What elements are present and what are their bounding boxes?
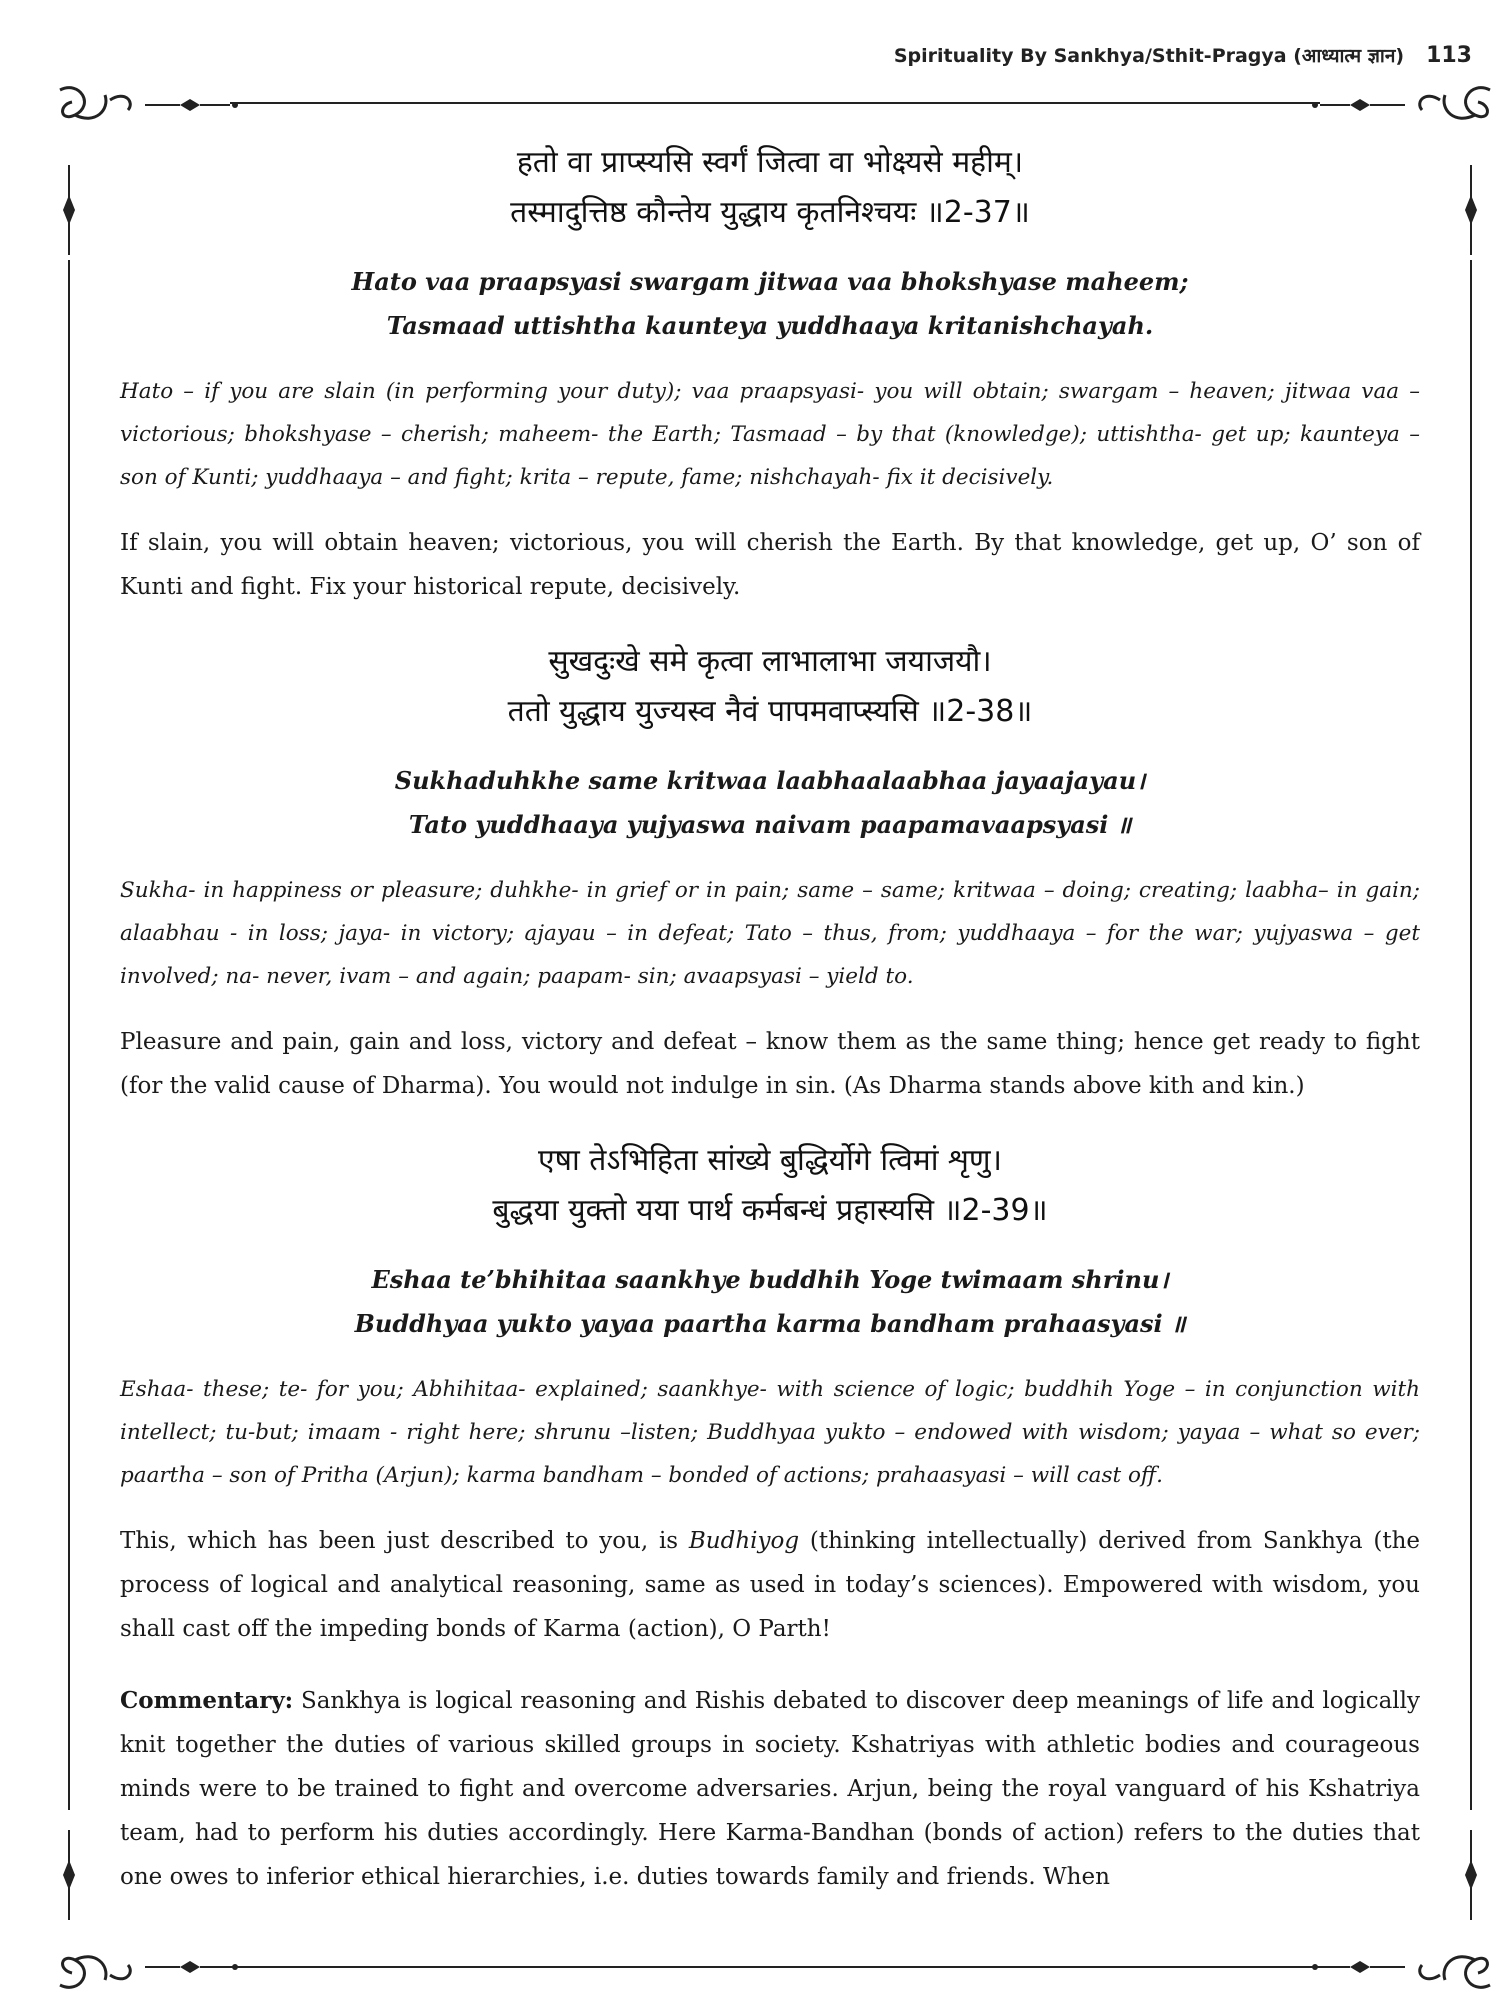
sanskrit-verse-line: एषा तेऽभिहिता सांख्ये बुद्धिर्योगे त्विमां शृणु। <box>538 1143 1002 1178</box>
frame-top-rule <box>230 102 1320 104</box>
translation-text: (thinking intellectually) derived from Sankhya (the process of logical and analytical reasoning, same as used in today’s sciences). Empowered with wisdom, you shall cast off the impeding bonds of Karma (action), O Parth! <box>120 1528 1421 1642</box>
translation-emphasis: Budhiyog <box>688 1528 800 1554</box>
commentary <box>120 1679 1420 1899</box>
side-ornament-icon <box>58 1830 80 1920</box>
word-meaning: Hato – if you are slain (in performing your duty); vaa praapsyasi- you will obtain; swargam – heaven; jitwaa vaa – victorious; bhokshyase – cherish; maheem- the Earth; Tasmaad – by that (knowledge); uttishtha- get up; kaunteya – son of Kunti; yuddhaaya – and fight; krita – repute, fame; nishchayah- fix it decisively. <box>120 379 1420 490</box>
translation <box>120 1519 1420 1651</box>
header-title: Spirituality By Sankhya/Sthit-Pragya (आध्यात्म ज्ञान) <box>893 45 1405 67</box>
verse-block-2-38 <box>120 637 1420 1108</box>
transliteration-line: Tasmaad uttishtha kaunteya yuddhaaya kritanishchayah. <box>386 311 1154 340</box>
transliteration-line: Buddhyaa yukto yayaa paartha karma bandham prahaasyasi ॥ <box>354 1309 1186 1338</box>
sanskrit-verse-line: हतो वा प्राप्स्यसि स्वर्गं जित्वा वा भोक्ष्यसे महीम्। <box>516 145 1024 180</box>
sanskrit-verse-line: सुखदुःखे समे कृत्वा लाभालाभा जयाजयौ। <box>548 644 992 679</box>
translation-text: This, which has been just described to you, is <box>120 1528 689 1554</box>
commentary-label: Commentary: <box>120 1687 294 1714</box>
frame-left-rule <box>68 260 70 1810</box>
word-meaning: Eshaa- these; te- for you; Abhihitaa- explained; saankhye- with science of logic; buddhih Yoge – in conjunction with intellect; tu-but; imaam - right here; shrunu –listen; Buddhyaa yukto – endowed with wisdom; yayaa – what so ever; paartha – son of Pritha (Arjun); karma bandham – bonded of actions; prahaasyasi – will cast off. <box>120 1377 1420 1488</box>
transliteration-line: Sukhaduhkhe same kritwaa laabhaalaabhaa jayaajayau। <box>394 766 1146 795</box>
corner-flourish-icon <box>50 1935 240 1995</box>
side-ornament-icon <box>1460 1830 1482 1920</box>
transliteration-line: Hato vaa praapsyasi swargam jitwaa vaa bhokshyase maheem; <box>351 267 1189 296</box>
transliteration-line: Tato yuddhaaya yujyaswa naivam paapamavaapsyasi ॥ <box>408 810 1132 839</box>
frame-bottom-rule <box>230 1966 1320 1968</box>
verse-block-2-37 <box>120 138 1420 609</box>
side-ornament-icon <box>58 165 80 255</box>
page-number: 113 <box>1426 43 1472 68</box>
sanskrit-verse-line: ततो युद्धाय युज्यस्व नैवं पापमवाप्स्यसि ॥2-38॥ <box>507 694 1033 729</box>
verse-block-2-39 <box>120 1136 1420 1651</box>
running-header <box>894 42 1472 68</box>
corner-flourish-icon <box>1310 1935 1500 1995</box>
page-body <box>120 138 1420 1917</box>
translation: Pleasure and pain, gain and loss, victory and defeat – know them as the same thing; hence get ready to fight (for the valid cause of Dharma). You would not indulge in sin. (As Dharma stands above kith and kin.) <box>120 1029 1420 1099</box>
sanskrit-verse-line: बुद्धया युक्तो यया पार्थ कर्मबन्धं प्रहास्यसि ॥2-39॥ <box>492 1193 1048 1228</box>
word-meaning: Sukha- in happiness or pleasure; duhkhe- in grief or in pain; same – same; kritwaa – doing; creating; laabha– in gain; alaabhau - in loss; jaya- in victory; ajayau – in defeat; Tato – thus, from; yuddhaaya – for the war; yujyaswa – get involved; na- never, ivam – and again; paapam- sin; avaapsyasi – yield to. <box>120 878 1420 989</box>
corner-flourish-icon <box>1310 80 1500 140</box>
corner-flourish-icon <box>50 80 240 140</box>
commentary-text: Sankhya is logical reasoning and Rishis debated to discover deep meanings of life and logically knit together the duties of various skilled groups in society. Kshatriyas with athletic bodies and courageous minds were to be trained to fight and overcome adversaries. Arjun, being the royal vanguard of his Kshatriya team, had to perform his duties accordingly. Here Karma-Bandhan (bonds of action) refers to the duties that one owes to inferior ethical hierarchies, i.e. duties towards family and friends. When <box>120 1688 1420 1890</box>
frame-right-rule <box>1470 260 1472 1810</box>
translation: If slain, you will obtain heaven; victorious, you will cherish the Earth. By that knowledge, get up, O’ son of Kunti and fight. Fix your historical repute, decisively. <box>120 530 1420 600</box>
sanskrit-verse-line: तस्मादुत्तिष्ठ कौन्तेय युद्धाय कृतनिश्चयः ॥2-37॥ <box>510 195 1030 230</box>
transliteration-line: Eshaa te’bhihitaa saankhye buddhih Yoge twimaam shrinu। <box>371 1265 1169 1294</box>
side-ornament-icon <box>1460 165 1482 255</box>
